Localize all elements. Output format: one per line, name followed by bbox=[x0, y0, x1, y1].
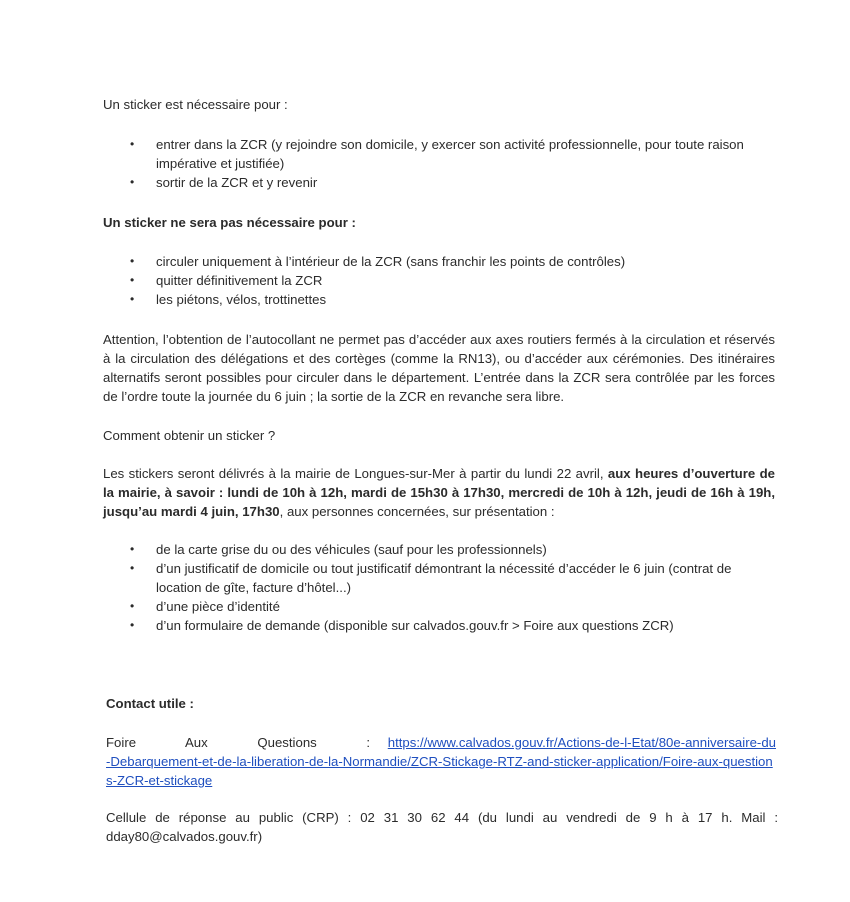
bullet-icon: • bbox=[130, 273, 135, 287]
faq-block bbox=[106, 733, 778, 790]
list-item: • de la carte grise du ou des véhicules (sauf pour les professionnels) bbox=[130, 542, 547, 557]
crp-paragraph: Cellule de réponse au public (CRP) : 02 31 30 62 44 (du lundi au vendredi de 9 h à 17 h. Mail : dday80@calvados.gouv.fr) bbox=[106, 810, 778, 844]
list-item: • d’une pièce d’identité bbox=[130, 599, 280, 614]
bullet-icon: • bbox=[130, 599, 135, 613]
documents-list bbox=[130, 540, 776, 635]
list-item: • circuler uniquement à l’intérieur de la ZCR (sans franchir les points de contrôles) bbox=[130, 254, 626, 269]
needed-list bbox=[130, 135, 776, 192]
bullet-icon: • bbox=[130, 542, 135, 556]
list-item: • entrer dans la ZCR (y rejoindre son domicile, y exercer son activité professionnelle, pour toute raison impérative et justifiée) bbox=[130, 137, 744, 171]
bullet-icon: • bbox=[130, 175, 135, 189]
list-item: • quitter définitivement la ZCR bbox=[130, 273, 323, 288]
not-needed-title: Un sticker ne sera pas nécessaire pour : bbox=[103, 215, 356, 230]
contact-title: Contact utile : bbox=[106, 696, 194, 711]
attention-paragraph: Attention, l’obtention de l’autocollant ne permet pas d’accéder aux axes routiers fermés à la circulation et réservés à la circulation des délégations et des cortèges (comme la RN13), ou d’accéder aux cérémonies. Des itinéraires alternatifs seront possibles pour circuler dans le département. L’entrée dans la ZCR sera contrôlée par les forces de l’ordre toute la journée du 6 juin ; la sortie de la ZCR en revanche sera libre. bbox=[103, 332, 775, 404]
faq-label: Foire Aux Questions : bbox=[106, 735, 371, 750]
bullet-icon: • bbox=[130, 254, 135, 268]
not-needed-list bbox=[130, 252, 776, 309]
how-paragraph: Les stickers seront délivrés à la mairie de Longues-sur-Mer à partir du lundi 22 avril, aux heures d’ouverture de la mairie, à savoir : lundi de 10h à 12h, mardi de 15h30 à 17h30, mercredi de 10h à 12h, jeudi de 16h à 19h, jusqu’au mardi 4 juin, 17h30, aux personnes concernées, sur présentation : bbox=[103, 466, 775, 519]
list-item: • les piétons, vélos, trottinettes bbox=[130, 292, 327, 307]
list-item: • d’un justificatif de domicile ou tout justificatif démontrant la nécessité d’accéder le 6 juin (contrat de location de gîte, facture d’hôtel...) bbox=[130, 561, 732, 595]
list-item: • d’un formulaire de demande (disponible sur calvados.gouv.fr > Foire aux questions ZCR) bbox=[130, 618, 674, 633]
bullet-icon: • bbox=[130, 137, 135, 151]
bullet-icon: • bbox=[130, 618, 135, 632]
bullet-icon: • bbox=[130, 561, 135, 575]
list-item: • sortir de la ZCR et y revenir bbox=[130, 175, 318, 190]
intro-text: Un sticker est nécessaire pour : bbox=[103, 97, 288, 112]
bullet-icon: • bbox=[130, 292, 135, 306]
faq-link[interactable]: https://www.calvados.gouv.fr/Actions-de-l-Etat/80e-anniversaire-du-Debarquement-et-de-la-liberation-de-la-Normandie/ZCR-Stickage-RTZ-and-sticker-application/Foire-aux-questions-ZCR-et-stickage bbox=[106, 735, 776, 788]
how-title: Comment obtenir un sticker ? bbox=[103, 428, 276, 443]
